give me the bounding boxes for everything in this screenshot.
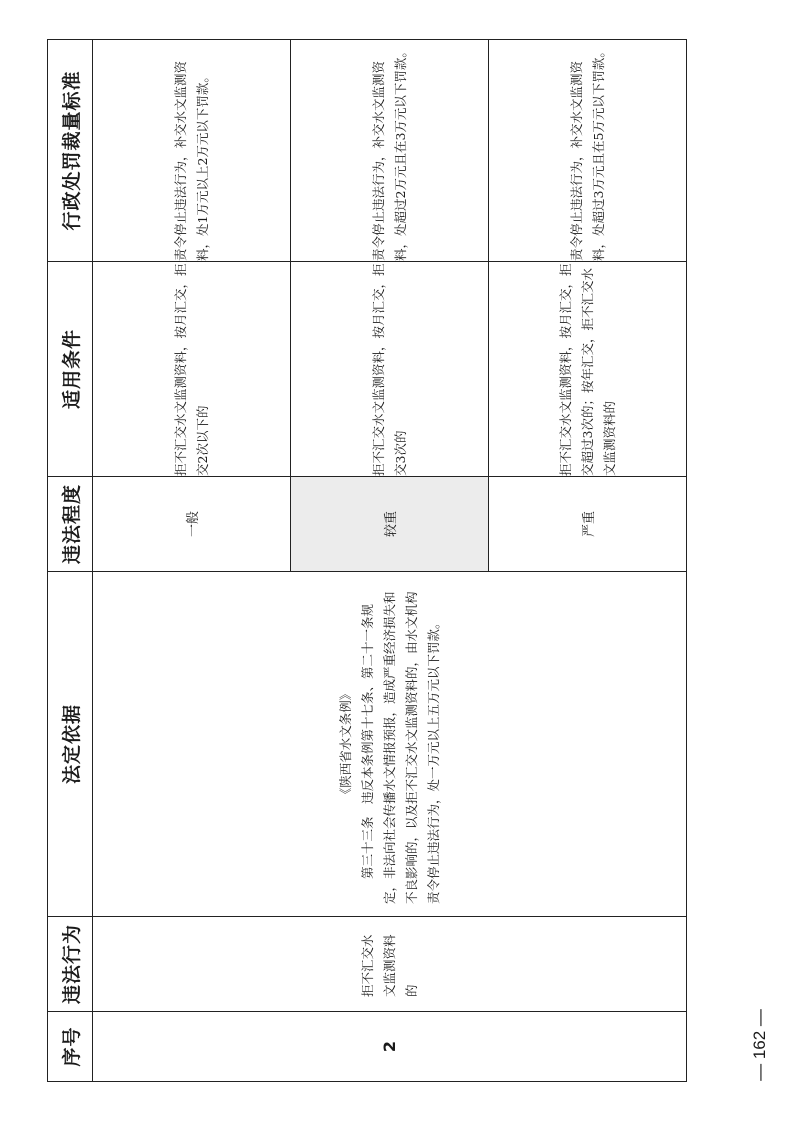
header-standard: 行政处罚裁量标准: [48, 40, 93, 262]
basis-title: 《陕西省水文条例》: [337, 687, 353, 801]
degree-cell-severe: 严重: [489, 477, 687, 572]
rotated-table-stage: [47, 40, 679, 1082]
page-number: — 162 —: [750, 1009, 769, 1081]
header-basis: 法定依据: [48, 572, 93, 917]
condition-cell-severe: 拒不汇交水文监测资料，按月汇交，拒交超过3次的；按年汇交，拒不汇交水文监测资料的: [489, 262, 687, 477]
header-seq: 序号: [48, 1012, 93, 1082]
condition-cell-general: 拒不汇交水文监测资料，按月汇交，拒交2次以下的: [93, 262, 291, 477]
degree-cell-serious: 较重: [291, 477, 489, 572]
basis-cell: [93, 572, 687, 917]
header-condition: 适用条件: [48, 262, 93, 477]
standard-cell-general: 责令停止违法行为，补交水文监测资料，处1万元以上2万元以下罚款。: [93, 40, 291, 262]
header-degree: 违法程度: [48, 477, 93, 572]
degree-cell-general: 一般: [93, 477, 291, 572]
standard-cell-serious: 责令停止违法行为，补交水文监测资料，处超过2万元且在3万元以下罚款。: [291, 40, 489, 262]
seq-cell: 2: [93, 1012, 687, 1082]
header-behavior: 违法行为: [48, 917, 93, 1012]
basis-body: 第三十三条 违反本条例第十七条、第二十一条规定，非法向社会传播水文情报预报，造成严重经济损失和不良影响的，以及拒不汇交水文监测资料的，由水文机构责令停止违法行为，处一万元以上五万元以下罚款。: [359, 591, 441, 904]
table-row: [93, 40, 291, 1082]
behavior-cell: 拒不汇交水文监测资料的: [93, 917, 687, 1012]
standard-cell-severe: 责令停止违法行为，补交水文监测资料，处超过3万元且在5万元以下罚款。: [489, 40, 687, 262]
penalty-table: [47, 39, 687, 1082]
header-row: [48, 40, 93, 1082]
condition-cell-serious: 拒不汇交水文监测资料，按月汇交，拒交3次的: [291, 262, 489, 477]
